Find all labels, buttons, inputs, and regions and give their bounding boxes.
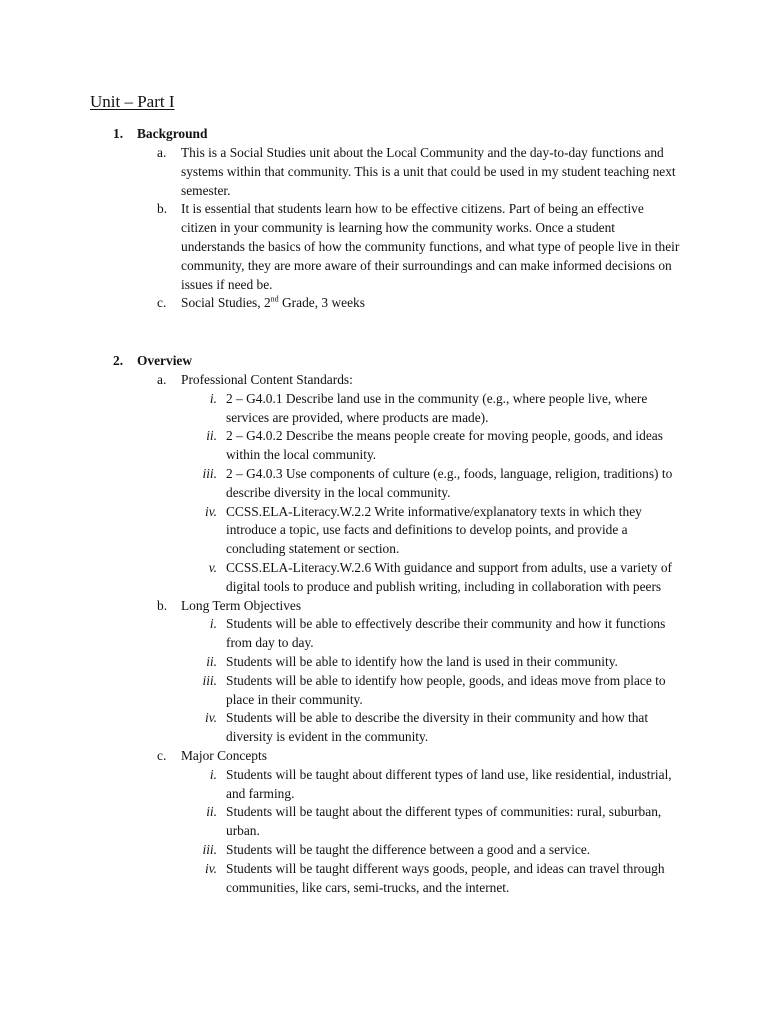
subitem-marker: iv. bbox=[204, 503, 217, 519]
sub-list-item bbox=[209, 615, 681, 653]
subitem-text: Students will be taught different ways goods, people, and ideas can travel through communities, like cars, semi-trucks, and the internet. bbox=[226, 860, 665, 895]
sub-list-item bbox=[204, 709, 681, 747]
item-text: It is essential that students learn how to be effective citizens. Part of being an effective citizen in your community is learning how the community works. Once a student understands the basics of how the community functions, and what type of people live in their community, they are more aware of their surroundings and can make informed decisions on issues if need be. bbox=[181, 201, 680, 292]
unit-title: Unit – Part I bbox=[90, 92, 175, 111]
subitem-marker: i. bbox=[209, 390, 217, 406]
item-superscript: nd bbox=[270, 294, 279, 304]
subitem-text: CCSS.ELA-Literacy.W.2.2 Write informative/explanatory texts in which they introduce a topic, use facts and definitions to develop points, and provide a concluding statement or section. bbox=[226, 503, 642, 557]
section-background bbox=[0, 125, 768, 313]
subitem-text: Students will be taught about different types of land use, like residential, industrial, and farming. bbox=[226, 766, 672, 801]
sub-list-item bbox=[202, 465, 681, 503]
sub-list-item bbox=[209, 390, 681, 428]
list-item bbox=[157, 200, 681, 294]
sub-list-item bbox=[206, 803, 681, 841]
subitem-marker: v. bbox=[208, 559, 217, 575]
subitem-text: CCSS.ELA-Literacy.W.2.6 With guidance and support from adults, use a variety of digital tools to produce and publish writing, including in collaboration with peers bbox=[226, 559, 672, 594]
sub-list-item bbox=[209, 766, 681, 804]
item-text-before: Social Studies, 2 bbox=[181, 295, 271, 311]
item-text: Long Term Objectives bbox=[181, 597, 302, 613]
item-text: Professional Content Standards: bbox=[181, 372, 353, 387]
list-item bbox=[157, 144, 681, 200]
sub-list-item bbox=[204, 860, 681, 898]
subitem-text: Students will be able to identify how people, goods, and ideas move from place to place in their community. bbox=[226, 672, 666, 707]
subitem-marker: i. bbox=[209, 766, 217, 782]
item-marker: a. bbox=[157, 372, 167, 387]
section-label: Overview bbox=[137, 353, 193, 368]
list-item bbox=[157, 371, 681, 390]
sub-list-item bbox=[206, 427, 681, 465]
item-text: Major Concepts bbox=[181, 747, 267, 763]
item-marker: b. bbox=[157, 201, 168, 217]
subitem-marker: iii. bbox=[202, 465, 217, 481]
subitem-marker: ii. bbox=[206, 653, 217, 669]
subitem-marker: iv. bbox=[204, 710, 217, 726]
subitem-text: Students will be able to describe the diversity in their community and how that diversity is evident in the community. bbox=[226, 710, 649, 745]
item-text: This is a Social Studies unit about the Local Community and the day-to-day functions and systems within that community. This is a unit that could be used in my student teaching next semester. bbox=[181, 145, 676, 198]
section-number: 2. bbox=[113, 353, 124, 368]
sub-list-item bbox=[202, 672, 681, 710]
section-number: 1. bbox=[113, 126, 124, 141]
subitem-text: Students will be taught the difference between a good and a service. bbox=[226, 841, 591, 857]
subitem-marker: ii. bbox=[206, 428, 217, 444]
subitem-text: Students will be able to identify how the land is used in their community. bbox=[226, 653, 618, 669]
subitem-text: 2 – G4.0.1 Describe land use in the community (e.g., where people live, where services are provided, where products are made). bbox=[226, 390, 648, 425]
section-heading bbox=[0, 352, 768, 371]
subitem-text: Students will be taught about the different types of communities: rural, suburban, urban. bbox=[226, 804, 662, 839]
subitem-marker: iii. bbox=[202, 672, 217, 688]
sub-list-item bbox=[202, 841, 681, 860]
item-marker: b. bbox=[157, 597, 168, 613]
sub-list-item bbox=[208, 559, 681, 597]
item-marker: c. bbox=[157, 747, 167, 763]
item-text-after: Grade, 3 weeks bbox=[278, 295, 365, 311]
subitem-marker: i. bbox=[209, 616, 217, 632]
section-overview bbox=[0, 352, 768, 897]
list-item bbox=[157, 294, 681, 313]
list-item bbox=[157, 747, 681, 766]
subitem-text: 2 – G4.0.2 Describe the means people create for moving people, goods, and ideas within the local community. bbox=[226, 428, 663, 463]
subitem-marker: ii. bbox=[206, 804, 217, 820]
sub-list-item bbox=[204, 503, 681, 559]
subitem-text: Students will be able to effectively describe their community and how it functions from day to day. bbox=[226, 616, 666, 651]
item-marker: a. bbox=[157, 145, 167, 160]
sub-list-item bbox=[206, 653, 681, 672]
list-item bbox=[157, 597, 681, 616]
subitem-marker: iv. bbox=[204, 860, 217, 876]
section-heading bbox=[0, 125, 768, 144]
item-marker: c. bbox=[157, 295, 167, 311]
section-label: Background bbox=[137, 126, 208, 141]
subitem-text: 2 – G4.0.3 Use components of culture (e.g., foods, language, religion, traditions) to describe diversity in the local community. bbox=[226, 465, 673, 500]
subitem-marker: iii. bbox=[202, 841, 217, 857]
